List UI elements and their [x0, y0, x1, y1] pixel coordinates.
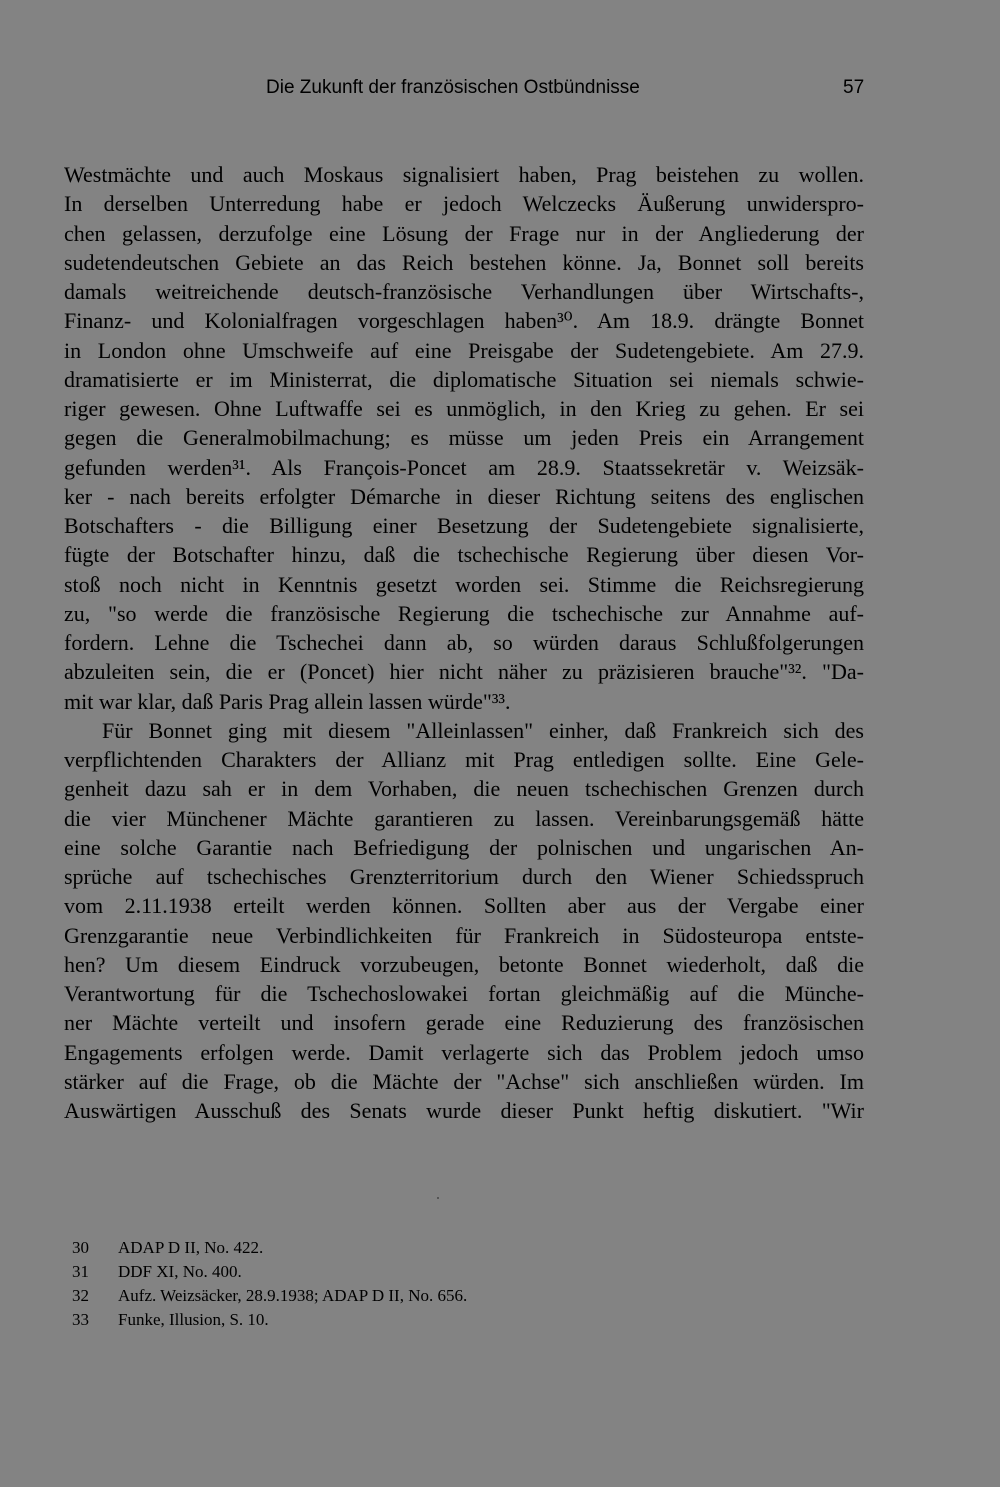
text-line: riger gewesen. Ohne Luftwaffe sei es unmöglich, in den Krieg zu gehen. Er sei: [64, 396, 864, 421]
text-line: fügte der Botschafter hinzu, daß die tschechische Regierung über diesen Vor-: [64, 542, 864, 568]
text-line: Botschafters - die Billigung einer Besetzung der Sudetengebiete signalisierte,: [64, 513, 864, 538]
footnote-number: 32: [72, 1286, 89, 1305]
footnote: [72, 1308, 772, 1332]
text-line: ker - nach bereits erfolgter Démarche in dieser Richtung seitens des englischen: [64, 483, 864, 509]
footnote: [72, 1236, 772, 1260]
footnote-text: DDF XI, No. 400.: [118, 1262, 242, 1281]
text-line: Westmächte und auch Moskaus signalisiert haben, Prag beistehen zu wollen.: [64, 162, 864, 187]
footnote: [72, 1284, 772, 1308]
text-line: Finanz- und Kolonialfragen vorgeschlagen haben³⁰. Am 18.9. drängte Bonnet: [64, 308, 864, 334]
footnote-number: 31: [72, 1262, 89, 1281]
page-number: 57: [843, 77, 865, 98]
running-title: Die Zukunft der französischen Ostbündnisse: [266, 77, 640, 98]
running-head: [0, 77, 1000, 107]
text-line: Verantwortung für die Tschechoslowakei fortan gleichmäßig auf die Münche-: [64, 981, 864, 1006]
text-line: Engagements erfolgen werde. Damit verlagerte sich das Problem jedoch umso: [64, 1039, 864, 1065]
footnote-text: Funke, Illusion, S. 10.: [118, 1310, 269, 1329]
text-line: eine solche Garantie nach Befriedigung der polnischen und ungarischen An-: [64, 834, 864, 860]
body-text: [64, 160, 864, 1125]
text-line: die vier Münchener Mächte garantieren zu lassen. Vereinbarungsgemäß hätte: [64, 805, 864, 831]
text-line: in London ohne Umschweife auf eine Preisgabe der Sudetengebiete. Am 27.9.: [64, 337, 864, 363]
text-line: sprüche auf tschechisches Grenzterritorium durch den Wiener Schiedsspruch: [64, 864, 864, 889]
text-line: Grenzgarantie neue Verbindlichkeiten für Frankreich in Südosteuropa entste-: [64, 922, 864, 948]
text-line: genheit dazu sah er in dem Vorhaben, die neuen tschechischen Grenzen durch: [64, 776, 864, 802]
text-line: sudetendeutschen Gebiete an das Reich bestehen könne. Ja, Bonnet soll bereits: [64, 249, 864, 275]
scan-speck: [437, 1197, 439, 1199]
text-line: stoß noch nicht in Kenntnis gesetzt worden sei. Stimme die Reichsregierung: [64, 571, 864, 597]
footnote: [72, 1260, 772, 1284]
text-line: vom 2.11.1938 erteilt werden können. Sollten aber aus der Vergabe einer: [64, 893, 864, 919]
footnotes: [72, 1236, 772, 1332]
text-line: verpflichtenden Charakters der Allianz mit Prag entledigen sollte. Eine Gele-: [64, 747, 864, 772]
text-line: gegen die Generalmobilmachung; es müsse um jeden Preis ein Arrangement: [64, 425, 864, 451]
footnote-text: Aufz. Weizsäcker, 28.9.1938; ADAP D II, No. 656.: [118, 1286, 468, 1305]
text-line: mit war klar, daß Paris Prag allein lassen würde"³³.: [64, 688, 511, 714]
text-line: stärker auf die Frage, ob die Mächte der "Achse" sich anschließen würden. Im: [64, 1068, 864, 1094]
text-line: Auswärtigen Ausschuß des Senats wurde dieser Punkt heftig diskutiert. "Wir: [64, 1098, 864, 1123]
footnote-number: 33: [72, 1310, 89, 1329]
text-line: zu, "so werde die französische Regierung die tschechische zur Annahme auf-: [64, 600, 864, 626]
text-line: hen? Um diesem Eindruck vorzubeugen, betonte Bonnet wiederholt, daß die: [64, 951, 864, 977]
text-line: gefunden werden³¹. Als François-Poncet am 28.9. Staatssekretär v. Weizsäk-: [64, 454, 864, 480]
text-line: dramatisierte er im Ministerrat, die diplomatische Situation sei niemals schwie-: [64, 366, 864, 392]
text-line: In derselben Unterredung habe er jedoch Welczecks Äußerung unwiderspro-: [64, 191, 864, 217]
text-line: ner Mächte verteilt und insofern gerade eine Reduzierung des französischen: [64, 1010, 864, 1036]
footnote-number: 30: [72, 1238, 89, 1257]
text-line: damals weitreichende deutsch-französische Verhandlungen über Wirtschafts-,: [64, 279, 864, 304]
text-line: abzuleiten sein, die er (Poncet) hier nicht näher zu präzisieren brauche"³². "Da-: [64, 659, 864, 685]
text-line: Für Bonnet ging mit diesem "Alleinlassen" einher, daß Frankreich sich des: [102, 717, 864, 743]
text-line: chen gelassen, derzufolge eine Lösung der Frage nur in der Angliederung der: [64, 220, 864, 246]
footnote-text: ADAP D II, No. 422.: [118, 1238, 264, 1257]
text-line: fordern. Lehne die Tschechei dann ab, so würden daraus Schlußfolgerungen: [64, 630, 864, 655]
